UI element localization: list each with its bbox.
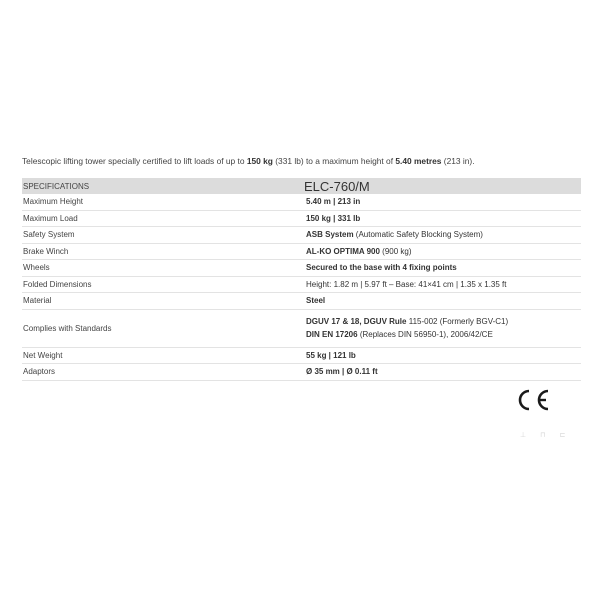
value-strong: 150 kg | 331 lb bbox=[306, 213, 361, 223]
value-strong: AL-KO OPTIMA 900 bbox=[306, 246, 380, 256]
row-value bbox=[277, 309, 581, 347]
row-value bbox=[277, 293, 581, 310]
specifications-header: SPECIFICATIONS bbox=[22, 178, 277, 194]
row-label: Safety System bbox=[22, 227, 277, 244]
row-value bbox=[277, 227, 581, 244]
row-label: Complies with Standards bbox=[22, 309, 277, 347]
row-label: Brake Winch bbox=[22, 243, 277, 260]
value-strong: ASB System bbox=[306, 230, 354, 240]
value-line bbox=[306, 317, 581, 326]
row-value bbox=[277, 243, 581, 260]
ce-mark-icon bbox=[514, 387, 554, 413]
row-label: Material bbox=[22, 293, 277, 310]
value-strong: Steel bbox=[306, 296, 326, 306]
value-strong: DIN EN 17206 bbox=[306, 330, 358, 339]
row-value bbox=[277, 260, 581, 277]
row-value bbox=[277, 210, 581, 227]
product-description bbox=[22, 156, 592, 166]
intro-text-2: (331 lb) to a maximum height of bbox=[272, 156, 396, 166]
value-strong: Secured to the base with 4 fixing points bbox=[306, 263, 457, 273]
value-strong: DGUV 17 & 18, DGUV Rule bbox=[306, 317, 407, 326]
row-label: Maximum Height bbox=[22, 194, 277, 210]
value-strong: 5.40 m | 213 in bbox=[306, 197, 361, 207]
value-line bbox=[306, 330, 581, 339]
table-row bbox=[22, 309, 581, 347]
row-label: Adaptors bbox=[22, 364, 277, 381]
value-text: (900 kg) bbox=[379, 246, 412, 256]
row-value bbox=[277, 347, 581, 364]
table-row bbox=[22, 293, 581, 310]
value-strong: 55 kg | 121 lb bbox=[306, 350, 356, 360]
row-label: Maximum Load bbox=[22, 210, 277, 227]
row-label: Folded Dimensions bbox=[22, 276, 277, 293]
intro-load: 150 kg bbox=[246, 156, 273, 166]
row-label: Wheels bbox=[22, 260, 277, 277]
table-row bbox=[22, 364, 581, 381]
value-text: 115-002 (Formerly BGV-C1) bbox=[406, 317, 509, 326]
intro-text-3: (213 in). bbox=[441, 156, 475, 166]
value-text: Height: 1.82 m | 5.97 ft – Base: 41×41 cm | 1.35 x 1.35 ft bbox=[306, 279, 507, 289]
table-row bbox=[22, 347, 581, 364]
value-text: (Automatic Safety Blocking System) bbox=[353, 230, 483, 240]
value-strong: Ø 35 mm | Ø 0.11 ft bbox=[306, 367, 378, 377]
table-row bbox=[22, 210, 581, 227]
model-header: ELC-760/M bbox=[277, 178, 581, 194]
row-value bbox=[277, 276, 581, 293]
table-row bbox=[22, 243, 581, 260]
value-text: (Replaces DIN 56950-1), 2006/42/CE bbox=[357, 330, 493, 339]
row-label: Net Weight bbox=[22, 347, 277, 364]
table-row bbox=[22, 194, 581, 210]
faint-certification-icons: ⊥ ⊓ ⊏ bbox=[520, 432, 572, 439]
table-row bbox=[22, 260, 581, 277]
intro-text-1: Telescopic lifting tower specially certified to lift loads of up to bbox=[22, 156, 247, 166]
table-row bbox=[22, 276, 581, 293]
table-header-row bbox=[22, 178, 581, 194]
table-row bbox=[22, 227, 581, 244]
row-value bbox=[277, 364, 581, 381]
intro-height: 5.40 metres bbox=[395, 156, 442, 166]
specifications-table bbox=[22, 178, 581, 381]
row-value bbox=[277, 194, 581, 210]
